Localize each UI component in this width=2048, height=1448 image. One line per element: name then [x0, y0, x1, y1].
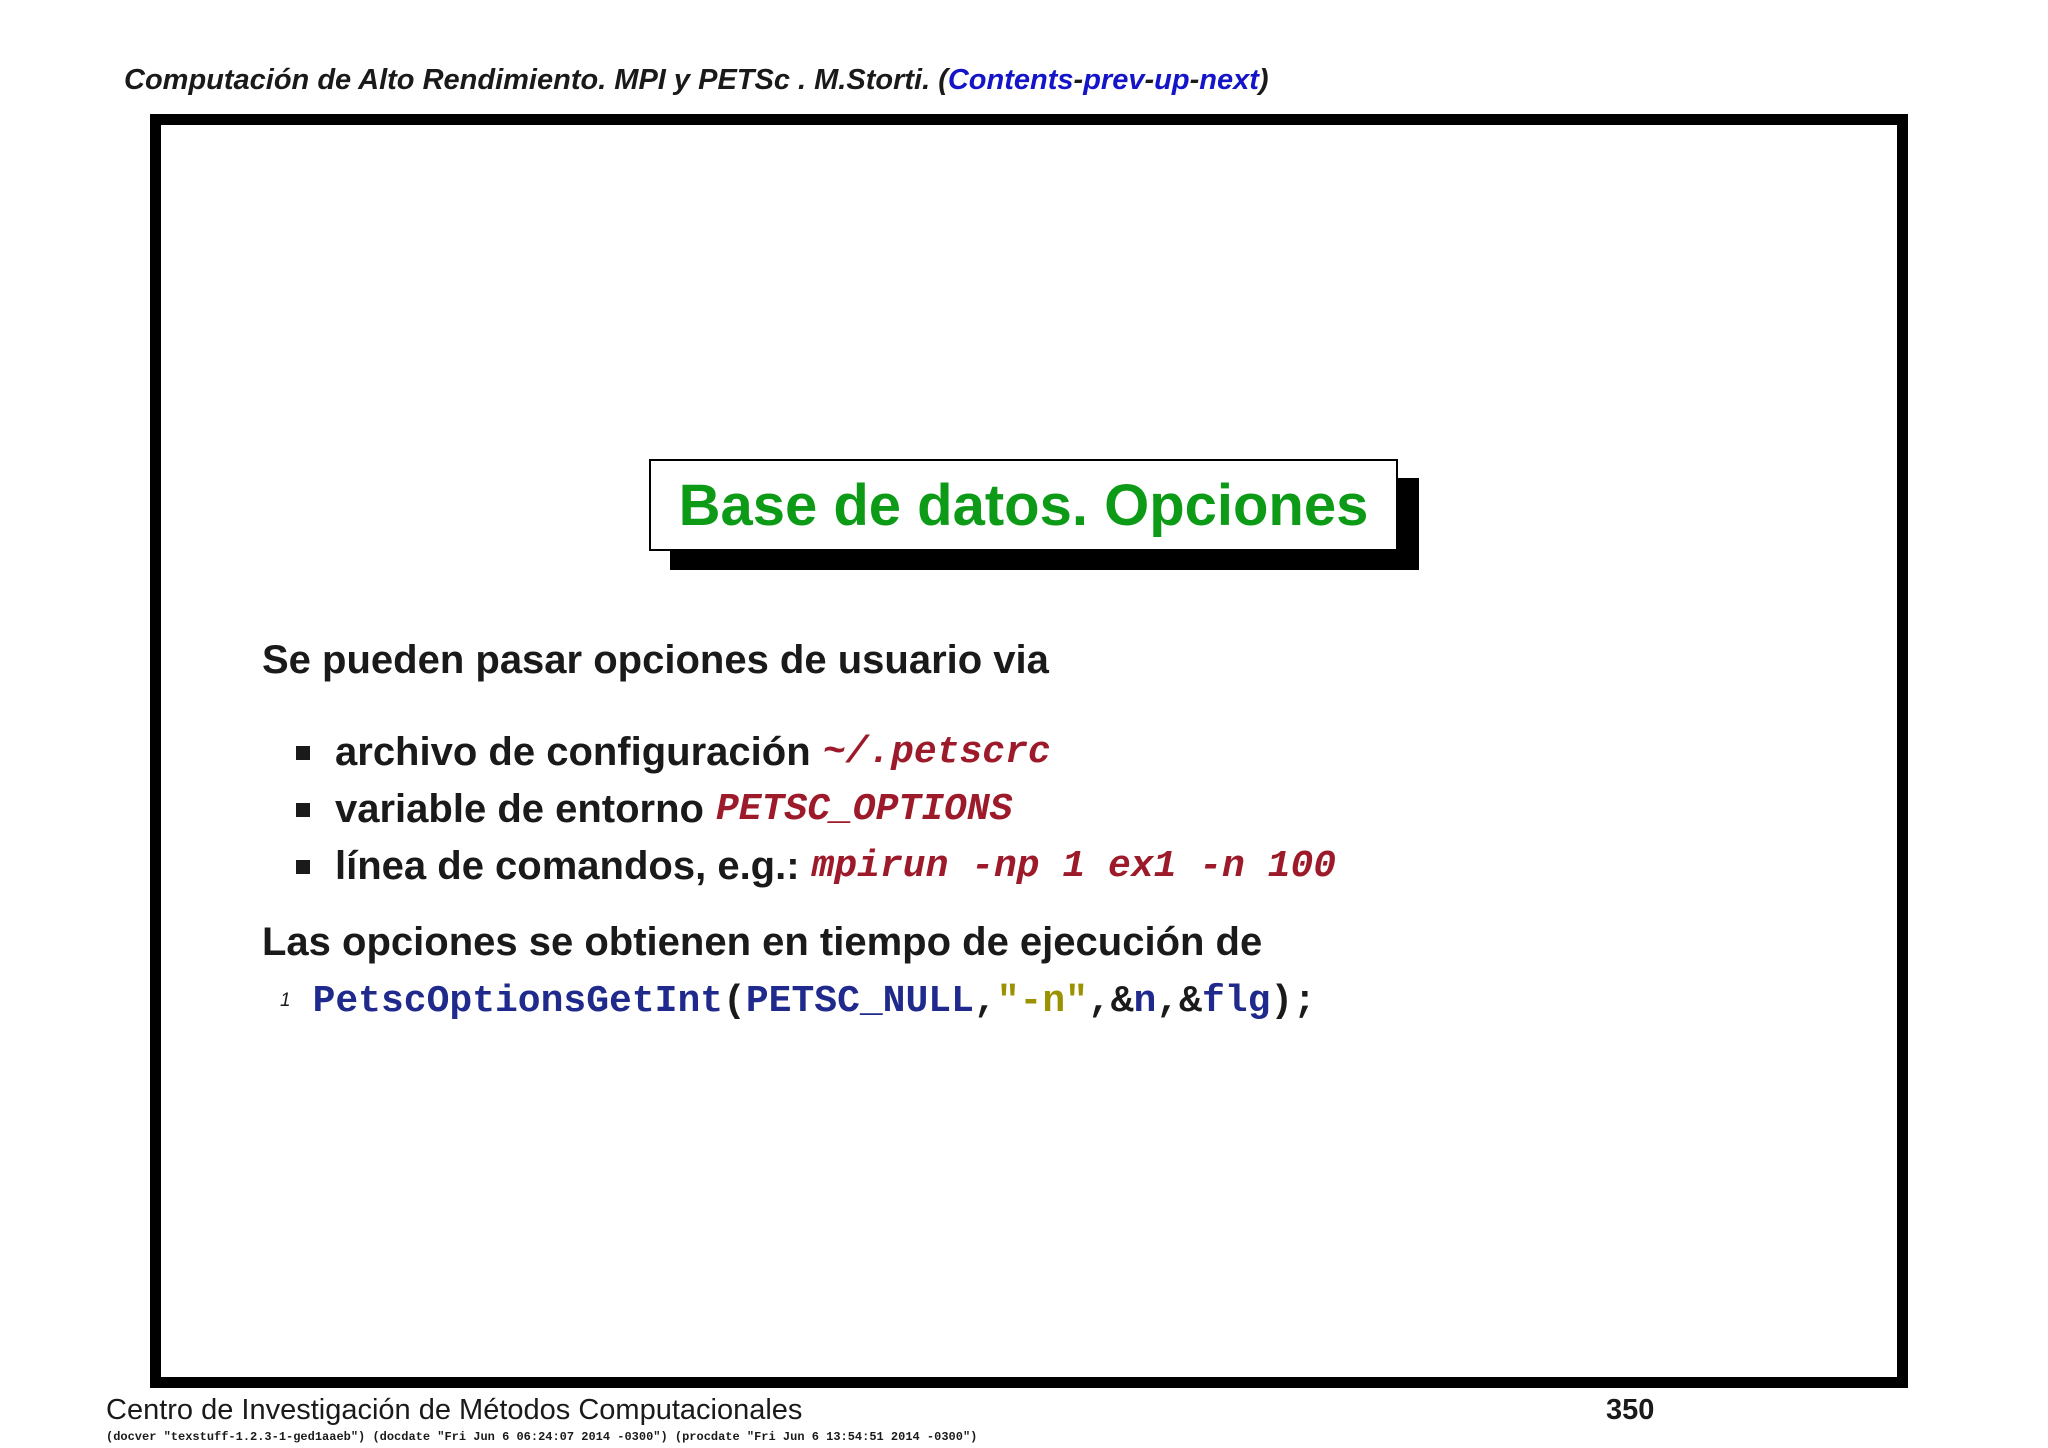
square-bullet-icon — [296, 860, 310, 874]
code-line-number: 1 — [280, 989, 291, 1011]
code-variable: n — [1133, 980, 1157, 1023]
footer-institution: Centro de Investigación de Métodos Computacionales — [106, 1394, 803, 1426]
code-variable: flg — [1201, 980, 1271, 1023]
header-title: Computación de Alto Rendimiento. MPI y PETSc . M.Storti. ( — [124, 64, 948, 96]
code-constant: PETSC_NULL — [745, 980, 974, 1023]
header-close-paren: ) — [1258, 64, 1269, 96]
nav-separator: - — [1073, 64, 1084, 96]
nav-next-link[interactable]: next — [1199, 64, 1259, 96]
bullet-code: mpirun -np 1 ex1 -n 100 — [811, 845, 1337, 888]
list-item — [296, 781, 1336, 838]
bullet-text: archivo de configuración — [335, 730, 811, 774]
intro-paragraph: Se pueden pasar opciones de usuario via — [262, 638, 1049, 682]
nav-separator: - — [1189, 64, 1200, 96]
bullet-text: variable de entorno — [335, 787, 704, 831]
bullet-text: línea de comandos, e.g.: — [335, 844, 800, 888]
code-punct: ,& — [1156, 980, 1202, 1023]
code-punct: ( — [723, 980, 746, 1023]
list-item — [296, 838, 1336, 895]
options-bullet-list — [296, 724, 1336, 895]
code-function: PetscOptionsGetInt — [312, 980, 724, 1023]
bullet-code: ~/.petscrc — [822, 731, 1051, 774]
page-number: 350 — [1606, 1394, 1655, 1426]
document-header — [124, 64, 1269, 97]
list-item — [296, 724, 1336, 781]
nav-up-link[interactable]: up — [1154, 64, 1190, 96]
code-snippet — [280, 980, 1316, 1023]
slide-title: Base de datos. Opciones — [678, 472, 1369, 538]
footer-metadata: (docver "texstuff-1.2.3-1-ged1aaeb") (docdate "Fri Jun 6 06:24:07 2014 -0300") (procdate "Fri Jun 6 13:54:51 2014 -0300") — [106, 1430, 978, 1444]
code-punct: , — [973, 980, 997, 1023]
nav-separator: - — [1144, 64, 1155, 96]
square-bullet-icon — [296, 803, 310, 817]
nav-prev-link[interactable]: prev — [1083, 64, 1145, 96]
nav-contents-link[interactable]: Contents — [947, 64, 1074, 96]
runtime-paragraph: Las opciones se obtienen en tiempo de ejecución de — [262, 920, 1263, 964]
code-punct: ,& — [1087, 980, 1134, 1023]
square-bullet-icon — [296, 746, 310, 760]
code-string: "-n" — [996, 980, 1088, 1023]
code-punct: ); — [1270, 980, 1316, 1023]
bullet-code: PETSC_OPTIONS — [715, 788, 1013, 831]
slide-title-box — [649, 459, 1398, 551]
